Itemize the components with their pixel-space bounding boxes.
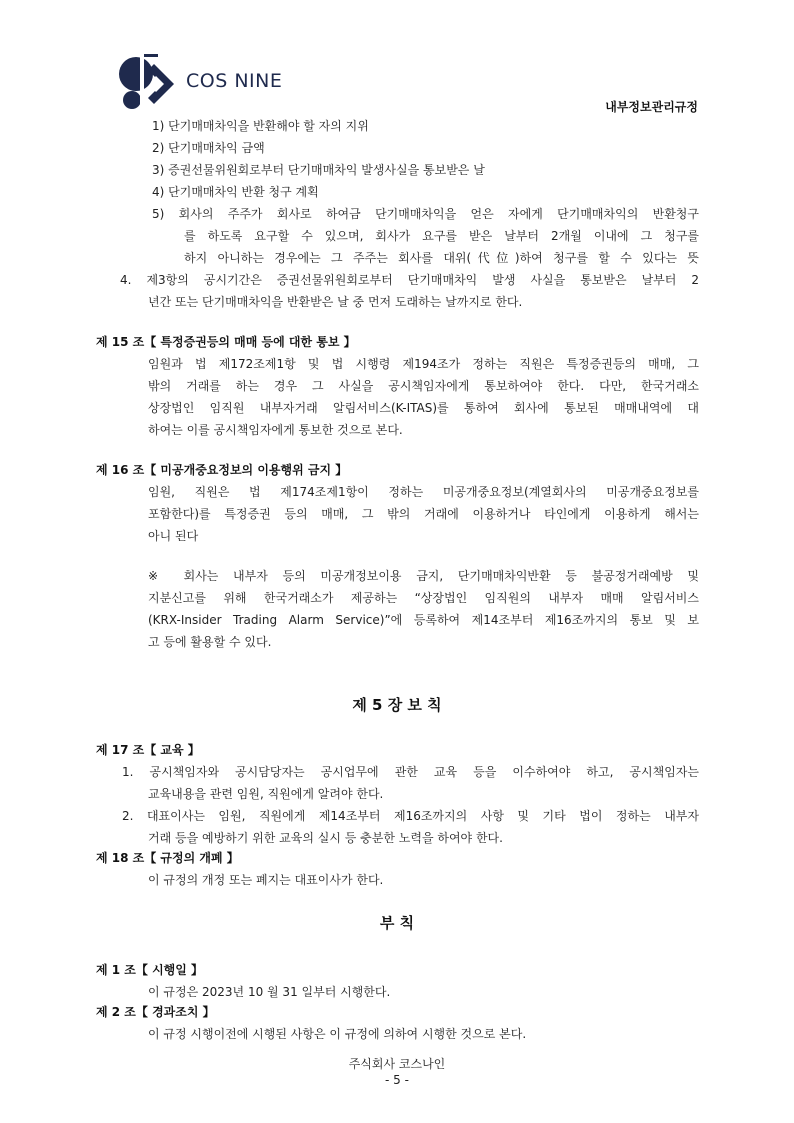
supplementary-title: 부 칙	[379, 914, 415, 932]
article-16-text: 아니 된다	[148, 529, 199, 543]
article-15-text: 임원과 법 제172조제1항 및 법 시행령 제194조가 정하는 직원은 특정증권등의 매매, 그	[148, 357, 699, 371]
list-item: 4) 단기매매차익 반환 청구 계획	[152, 185, 319, 199]
cos-nine-logo-icon	[118, 52, 180, 114]
article-17-heading: 제 17 조【 교육 】	[96, 743, 200, 757]
article-16-heading: 제 16 조【 미공개중요정보의 이용행위 금지 】	[96, 463, 348, 477]
article-17-text: 교육내용을 관련 임원, 직원에게 알려야 한다.	[148, 787, 384, 801]
article-18-text: 이 규정의 개정 또는 폐지는 대표이사가 한다.	[148, 873, 384, 887]
article-15-heading: 제 15 조【 특정증권등의 매매 등에 대한 통보 】	[96, 335, 356, 349]
supplementary-article-1-text: 이 규정은 2023년 10 월 31 일부터 시행한다.	[148, 985, 391, 999]
article-15-text: 상장법인 임직원 내부자거래 알림서비스(K-ITAS)를 통하여 회사에 통보된 매매내역에 대	[148, 401, 699, 415]
article-16-note: ※ 회사는 내부자 등의 미공개정보이용 금지, 단기매매차익반환 등 불공정거래예방 및	[148, 569, 699, 583]
page-number: - 5 -	[385, 1073, 409, 1087]
article-15-text: 하여는 이를 공시책임자에게 통보한 것으로 본다.	[148, 423, 403, 437]
supplementary-article-2-text: 이 규정 시행이전에 시행된 사항은 이 규정에 의하여 시행한 것으로 본다.	[148, 1027, 527, 1041]
footer-company: 주식회사 코스나인	[348, 1057, 446, 1071]
article-17-text: 1. 공시책임자와 공시담당자는 공시업무에 관한 교육 등을 이수하여야 하고, 공시책임자는	[122, 765, 699, 779]
article-17-text: 거래 등을 예방하기 위한 교육의 실시 등 충분한 노력을 하여야 한다.	[148, 831, 503, 845]
paragraph: 4. 제3항의 공시기간은 증권선물위원회로부터 단기매매차익 발생 사실을 통보받은 날부터 2	[120, 273, 699, 287]
list-item: 1) 단기매매차익을 반환해야 할 자의 지위	[152, 119, 369, 133]
supplementary-article-1-heading: 제 1 조【 시행일 】	[96, 963, 204, 977]
list-item: 5) 회사의 주주가 회사로 하여금 단기매매차익을 얻은 자에게 단기매매차익의 반환청구	[152, 207, 699, 221]
logo-text: COS NINE	[186, 70, 283, 92]
company-logo	[118, 52, 288, 114]
paragraph-continued: 년간 또는 단기매매차익을 반환받은 날 중 먼저 도래하는 날까지로 한다.	[148, 295, 523, 309]
list-item: 3) 증권선물위원회로부터 단기매매차익 발생사실을 통보받은 날	[152, 163, 485, 177]
article-16-note: 고 등에 활용할 수 있다.	[148, 635, 272, 649]
article-17-text: 2. 대표이사는 임원, 직원에게 제14조부터 제16조까지의 사항 및 기타 법이 정하는 내부자	[122, 809, 699, 823]
article-16-note: (KRX-Insider Trading Alarm Service)”에 등록하여 제14조부터 제16조까지의 통보 및 보	[148, 613, 699, 627]
article-16-text: 임원, 직원은 법 제174조제1항이 정하는 미공개중요정보(계열회사의 미공개중요정보를	[148, 485, 699, 499]
supplementary-article-2-heading: 제 2 조【 경과조치 】	[96, 1005, 215, 1019]
article-16-note: 지분신고를 위해 한국거래소가 제공하는 “상장법인 임직원의 내부자 매매 알림서비스	[148, 591, 699, 605]
list-item: 2) 단기매매차익 금액	[152, 141, 265, 155]
list-item-continued: 를 하도록 요구할 수 있으며, 회사가 요구를 받은 날부터 2개월 이내에 그 청구를	[184, 229, 699, 243]
document-title: 내부정보관리규정	[605, 100, 698, 114]
article-16-text: 포함한다)를 특정증권 등의 매매, 그 밖의 거래에 이용하거나 타인에게 이용하게 해서는	[148, 507, 699, 521]
article-18-heading: 제 18 조【 규정의 개폐 】	[96, 851, 239, 865]
article-15-text: 밖의 거래를 하는 경우 그 사실을 공시책임자에게 통보하여야 한다. 다만, 한국거래소	[148, 379, 699, 393]
list-item-continued: 하지 아니하는 경우에는 그 주주는 회사를 대위(代位)하여 청구를 할 수 있다는 뜻	[184, 251, 699, 265]
chapter-5-title: 제 5 장 보 칙	[352, 696, 442, 714]
